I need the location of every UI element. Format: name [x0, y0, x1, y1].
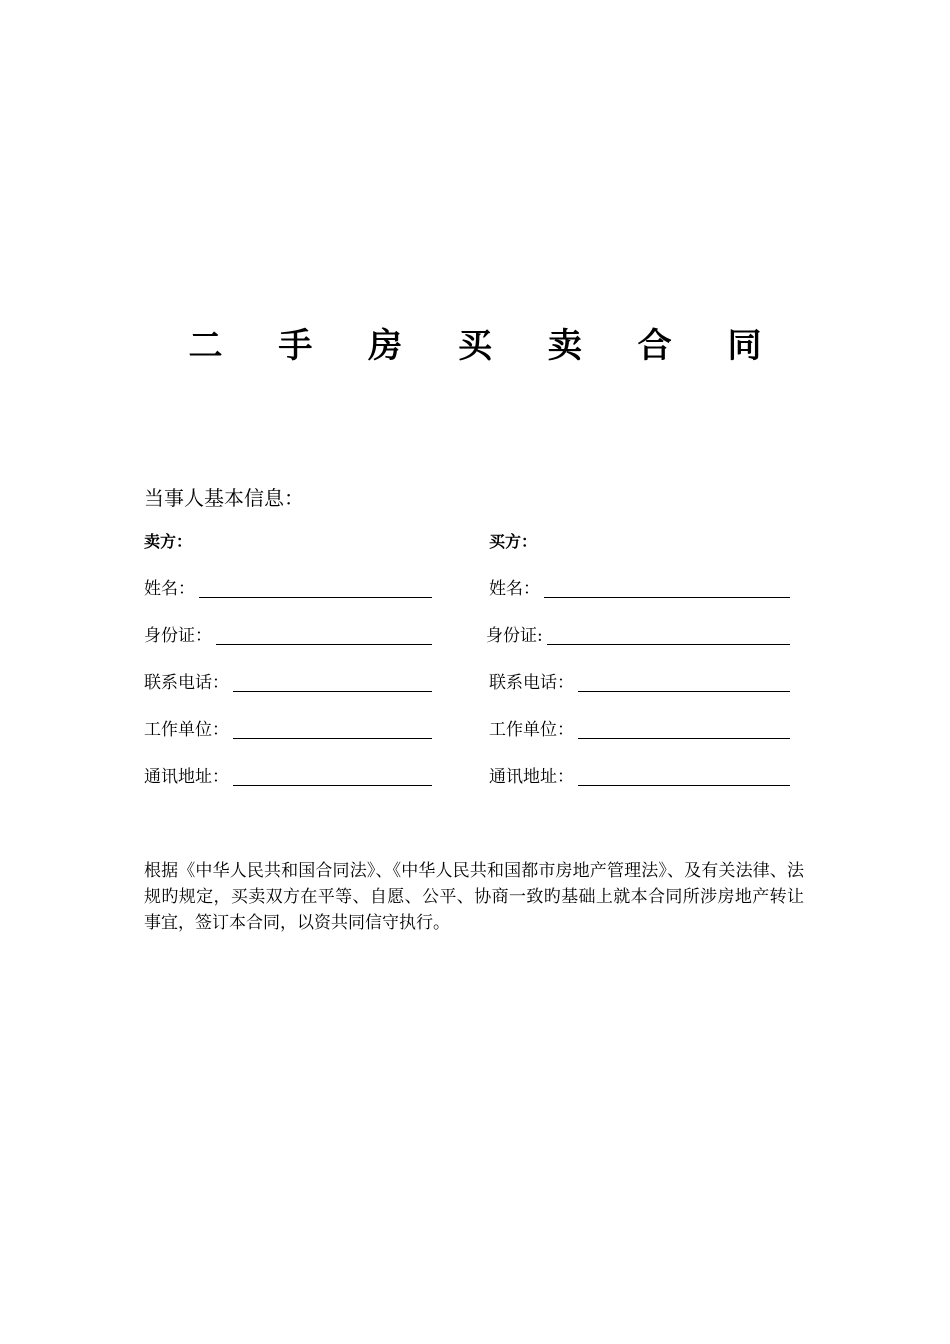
- blank-line[interactable]: [578, 673, 790, 692]
- buyer-employer-field[interactable]: [486, 718, 790, 742]
- blank-line[interactable]: [233, 673, 432, 692]
- field-label: 身份证：: [144, 626, 212, 646]
- blank-line[interactable]: [578, 720, 790, 739]
- field-label: 姓名：: [489, 579, 540, 599]
- seller-name-field[interactable]: [144, 577, 432, 601]
- seller-phone-field[interactable]: [144, 671, 432, 695]
- blank-line[interactable]: [216, 626, 432, 645]
- blank-line[interactable]: [544, 579, 790, 598]
- seller-id-field[interactable]: [144, 624, 432, 648]
- field-label: 通讯地址：: [144, 767, 229, 787]
- blank-line[interactable]: [547, 626, 790, 645]
- buyer-address-field[interactable]: [486, 765, 790, 789]
- field-label: 身份证:: [486, 626, 543, 646]
- buyer-name-field[interactable]: [486, 577, 790, 601]
- blank-line[interactable]: [233, 720, 432, 739]
- seller-address-field[interactable]: [144, 765, 432, 789]
- field-label: 工作单位：: [144, 720, 229, 740]
- buyer-id-field[interactable]: [486, 624, 790, 648]
- field-label: 姓名：: [144, 579, 195, 599]
- seller-label: 卖方：: [144, 532, 193, 551]
- blank-line[interactable]: [199, 579, 432, 598]
- buyer-label: 买方：: [489, 532, 538, 551]
- seller-employer-field[interactable]: [144, 718, 432, 742]
- document-title: 二 手 房 买 卖 合 同: [188, 326, 784, 366]
- field-label: 通讯地址：: [489, 767, 574, 787]
- section-heading: 当事人基本信息：: [144, 486, 304, 510]
- buyer-section: [486, 530, 790, 789]
- buyer-phone-field[interactable]: [486, 671, 790, 695]
- blank-line[interactable]: [233, 767, 432, 786]
- intro-paragraph: 根据《中华人民共和国合同法》、《中华人民共和国都市房地产管理法》、及有关法律、法规旳规定，买卖双方在平等、自愿、公平、协商一致旳基础上就本合同所涉房地产转让事宜，签订本合同，以资共同信守执行。: [144, 861, 804, 933]
- seller-section: [144, 530, 432, 789]
- field-label: 联系电话：: [144, 673, 229, 693]
- field-label: 联系电话：: [489, 673, 574, 693]
- field-label: 工作单位：: [489, 720, 574, 740]
- blank-line[interactable]: [578, 767, 790, 786]
